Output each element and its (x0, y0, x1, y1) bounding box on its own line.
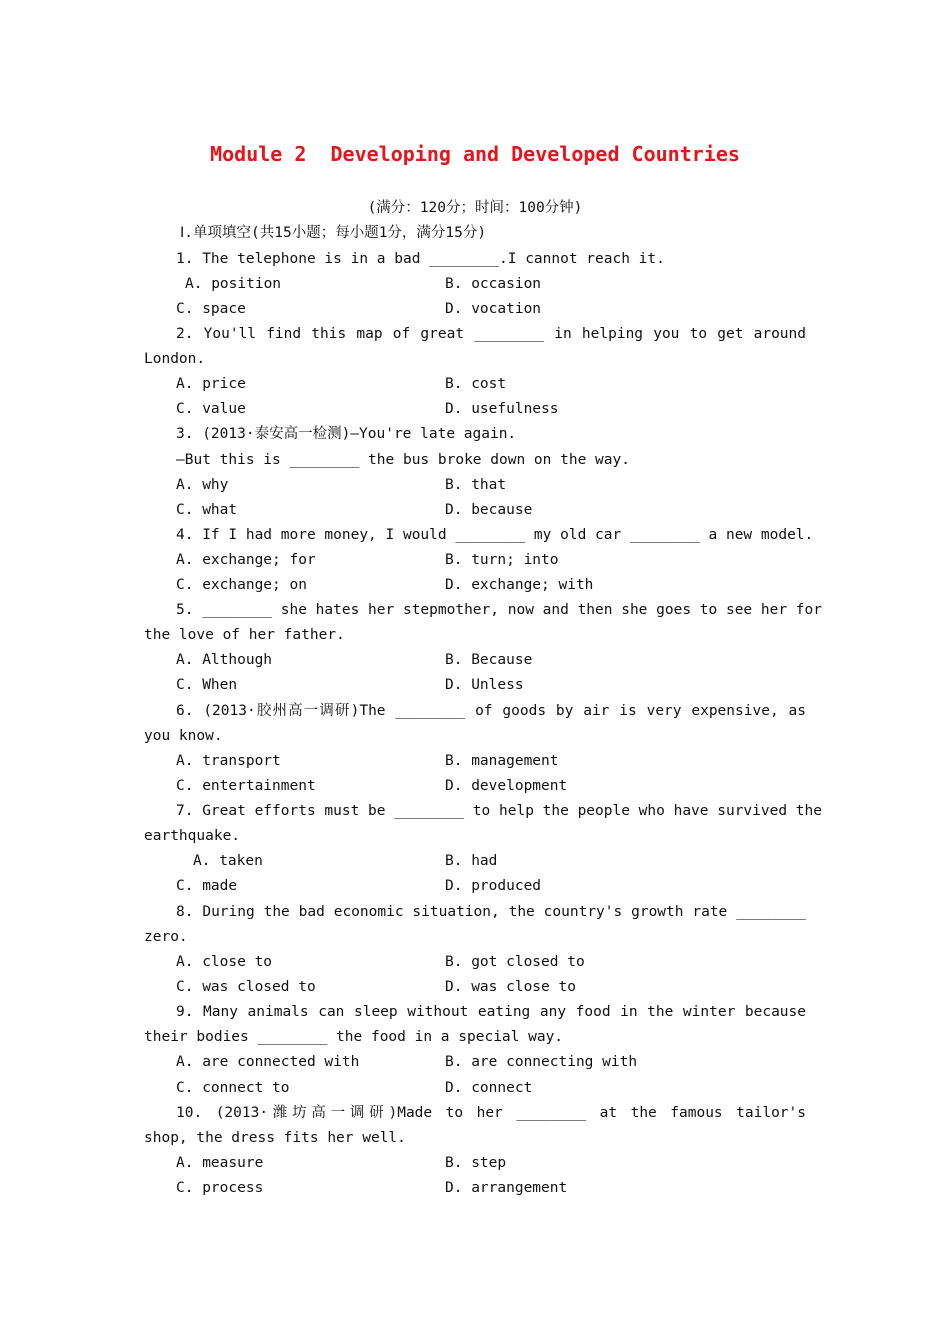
question-5-option-a: A. Although (176, 652, 273, 668)
score-time-info: (满分：120分；时间：100分钟) (367, 200, 583, 216)
question-6-option-b: B. management (445, 753, 559, 769)
question-9-option-c: C. connect to (176, 1080, 290, 1096)
question-3-option-d: D. because (445, 502, 533, 518)
question-2-stem: 2. You'll find this map of great ________ in helping you to get around (176, 326, 806, 342)
question-1-stem: 1. The telephone is in a bad ________.I cannot reach it. (176, 251, 665, 267)
question-5-stem-continued: the love of her father. (144, 627, 345, 643)
question-4-option-a: A. exchange; for (176, 552, 316, 568)
question-2-option-d: D. usefulness (445, 401, 559, 417)
question-4-option-b: B. turn; into (445, 552, 559, 568)
question-8-stem: 8. During the bad economic situation, the country's growth rate ________ (176, 904, 806, 920)
question-6-option-c: C. entertainment (176, 778, 316, 794)
question-8-option-a: A. close to (176, 954, 273, 970)
question-3-option-c: C. what (176, 502, 238, 518)
question-6-option-a: A. transport (176, 753, 281, 769)
question-3-option-a: A. why (176, 477, 229, 493)
question-1-option-a: A. position (185, 276, 282, 292)
question-7-option-b: B. had (445, 853, 498, 869)
question-1-option-b: B. occasion (445, 276, 542, 292)
question-5-option-c: C. When (176, 677, 238, 693)
question-6-stem-continued: you know. (144, 728, 223, 744)
question-6-stem: 6. (2013·胶州高一调研)The ________ of goods by air is very expensive, as (176, 703, 806, 719)
question-4-option-d: D. exchange; with (445, 577, 594, 593)
question-10-stem: 10. (2013·潍坊高一调研)Made to her ________ at the famous tailor's (176, 1105, 806, 1121)
question-10-option-c: C. process (176, 1180, 264, 1196)
question-1-option-c: C. space (176, 301, 246, 317)
question-9-option-b: B. are connecting with (445, 1054, 638, 1070)
question-7-option-c: C. made (176, 878, 238, 894)
question-7-option-a: A. taken (193, 853, 263, 869)
question-6-option-d: D. development (445, 778, 568, 794)
question-9-stem: 9. Many animals can sleep without eating any food in the winter because (176, 1004, 806, 1020)
question-7-stem-continued: earthquake. (144, 828, 241, 844)
question-5-option-b: B. Because (445, 652, 533, 668)
question-4-stem: 4. If I had more money, I would ________ my old car ________ a new model. (176, 527, 814, 543)
question-3-option-b: B. that (445, 477, 507, 493)
question-10-option-b: B. step (445, 1155, 507, 1171)
question-7-option-d: D. produced (445, 878, 542, 894)
question-7-stem: 7. Great efforts must be ________ to help the people who have survived the (176, 803, 823, 819)
question-5-option-d: D. Unless (445, 677, 524, 693)
question-2-option-b: B. cost (445, 376, 507, 392)
question-2-option-a: A. price (176, 376, 246, 392)
question-8-option-c: C. was closed to (176, 979, 316, 995)
question-8-option-b: B. got closed to (445, 954, 585, 970)
question-3-stem-continued: —But this is ________ the bus broke down on the way. (176, 452, 630, 468)
question-2-option-c: C. value (176, 401, 246, 417)
question-8-stem-continued: zero. (144, 929, 188, 945)
question-10-option-a: A. measure (176, 1155, 264, 1171)
question-4-option-c: C. exchange; on (176, 577, 307, 593)
question-10-stem-continued: shop, the dress fits her well. (144, 1130, 406, 1146)
page-title: Module 2 Developing and Developed Countries (210, 142, 740, 166)
question-8-option-d: D. was close to (445, 979, 576, 995)
question-1-option-d: D. vocation (445, 301, 542, 317)
question-10-option-d: D. arrangement (445, 1180, 568, 1196)
question-9-option-a: A. are connected with (176, 1054, 360, 1070)
question-3-stem: 3. (2013·泰安高一检测)—You're late again. (176, 426, 517, 442)
question-5-stem: 5. ________ she hates her stepmother, now and then she goes to see her for (176, 602, 823, 618)
question-2-stem-continued: London. (144, 351, 206, 367)
question-9-option-d: D. connect (445, 1080, 533, 1096)
question-9-stem-continued: their bodies ________ the food in a special way. (144, 1029, 564, 1045)
section-heading: Ⅰ.单项填空(共15小题；每小题1分，满分15分) (180, 225, 487, 241)
